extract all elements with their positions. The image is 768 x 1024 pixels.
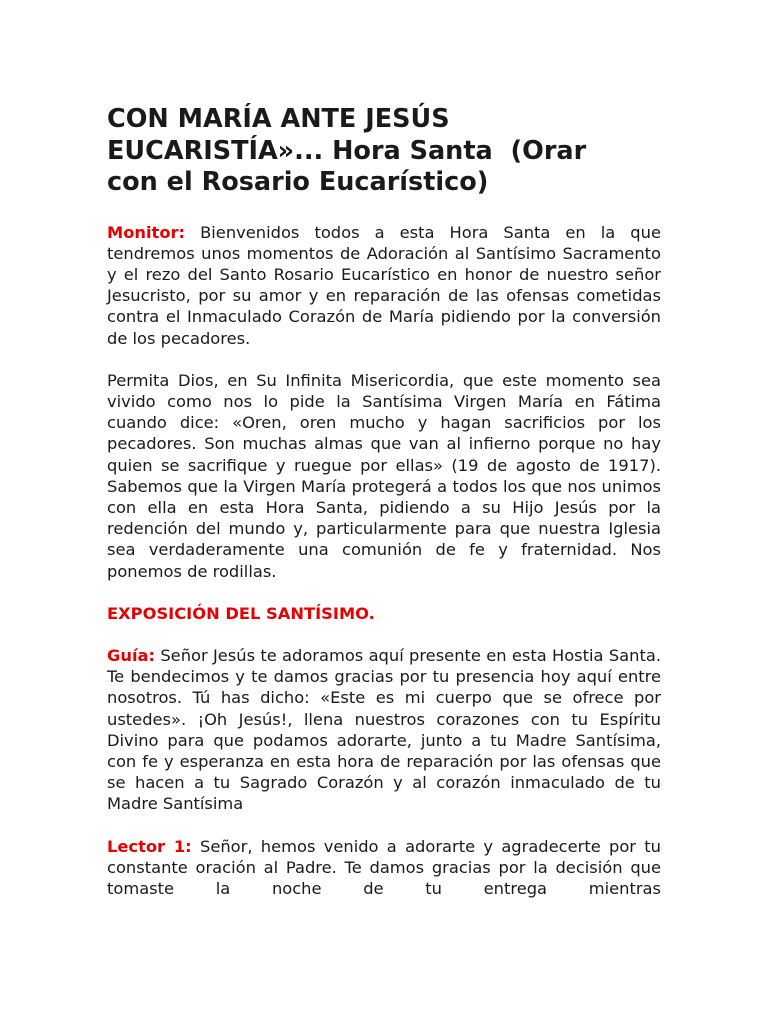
document-page [107, 104, 661, 899]
paragraph-text: Permita Dios, en Su Infinita Misericordia, que este momento sea vivido como nos lo pide la Santísima Virgen María en Fátima cuando dice: «Oren, oren mucho y hagan sacrificios por los pecadores. Son muchas almas que van al infierno porque no hay quien se sacrifique y ruegue por ellas» (19 de agosto de 1917). Sabemos que la Virgen María protegerá a todos los que nos unimos con ella en esta Hora Santa, pidiendo a su Hijo Jesús por la redención del mundo y, particularmente para que nuestra Iglesia sea verdaderamente una comunión de fe y fraternidad. Nos ponemos de rodillas. [107, 370, 661, 581]
section-heading: EXPOSICIÓN DEL SANTÍSIMO. [107, 603, 375, 623]
title-line-1: CON MARÍA ANTE JESÚS [107, 104, 450, 134]
monitor-paragraph [107, 222, 661, 349]
title-line-2: EUCARISTÍA»... Hora Santa (Orar [107, 135, 587, 166]
intro-paragraph [107, 370, 661, 582]
speaker-label: Guía: [107, 645, 156, 665]
lector-paragraph [107, 836, 661, 900]
guia-paragraph [107, 645, 661, 815]
document-title [107, 104, 661, 199]
paragraph-text: Bienvenidos todos a esta Hora Santa en la que tendremos unos momentos de Adoración al Santísimo Sacramento y el rezo del Santo Rosario Eucarístico en honor de nuestro señor Jesucristo, por su amor y en reparación de las ofensas cometidas contra el Inmaculado Corazón de María pidiendo por la conversión de los pecadores. [107, 222, 661, 348]
speaker-label: Monitor: [107, 222, 186, 242]
title-line-3: con el Rosario Eucarístico) [107, 167, 489, 197]
speaker-label: Lector 1: [107, 836, 192, 856]
paragraph-text: Señor Jesús te adoramos aquí presente en esta Hostia Santa. Te bendecimos y te damos gracias por tu presencia hoy aquí entre nosotros. Tú has dicho: «Este es mi cuerpo que se ofrece por ustedes». ¡Oh Jesús!, llena nuestros corazones con tu Espíritu Divino para que podamos adorarte, junto a tu Madre Santísima, con fe y esperanza en esta hora de reparación por las ofensas que se hacen a tu Sagrado Corazón y al corazón inmaculado de tu Madre Santísima [107, 645, 661, 814]
paragraph-text: Señor, hemos venido a adorarte y agradecerte por tu constante oración al Padre. Te damos gracias por la decisión que tomaste la noche de tu entrega mientras [107, 836, 661, 898]
